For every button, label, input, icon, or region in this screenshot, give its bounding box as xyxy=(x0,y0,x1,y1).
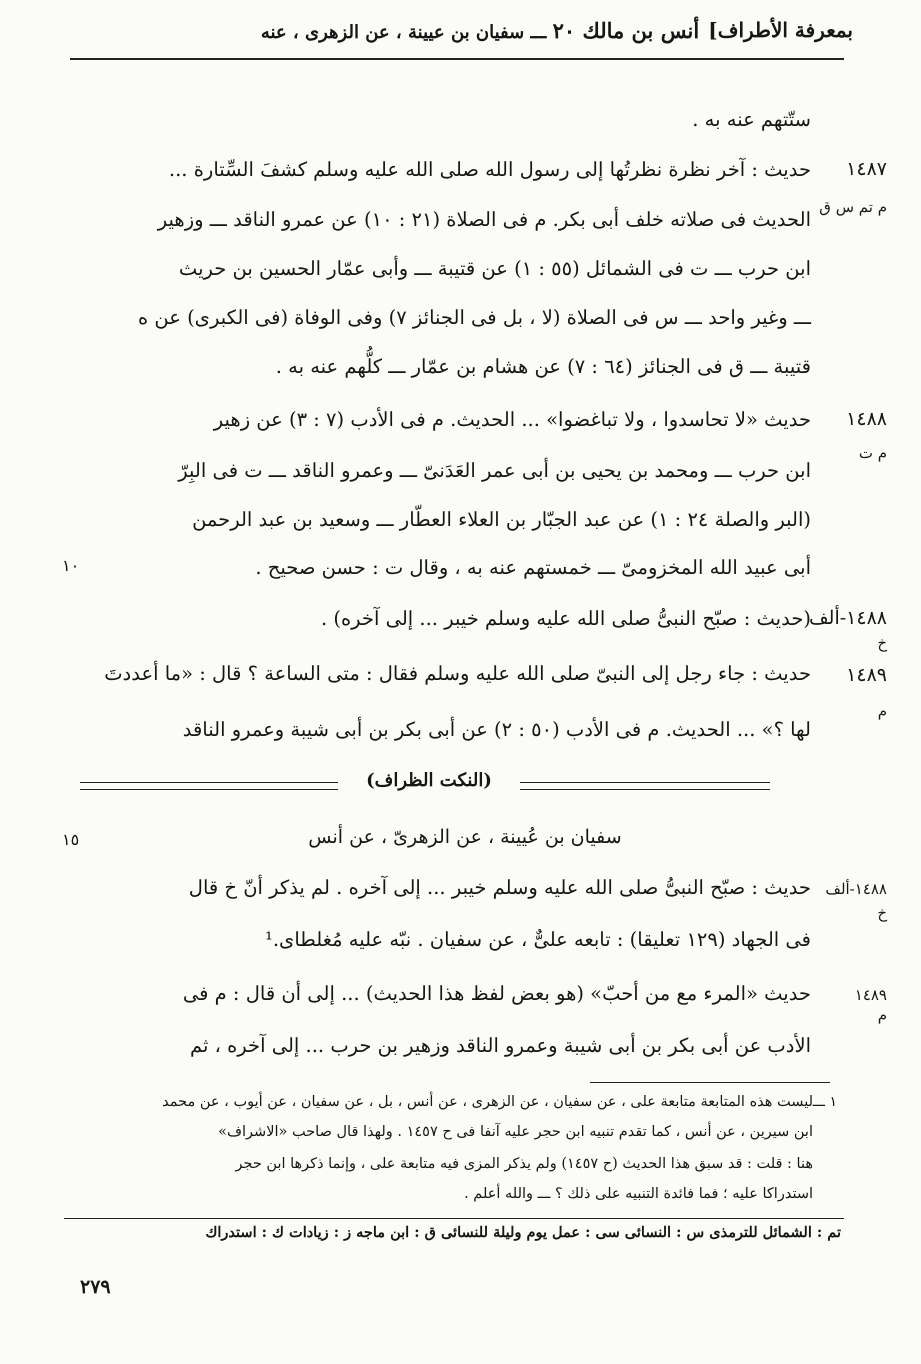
footnote-line-1: ليست هذه المتابعة متابعة على ، عن سفيان ، عن الزهرى ، عن أنس ، بل ، عن سفيان ، عن أيوب ، عن محمد xyxy=(162,1094,813,1110)
body-line-7: حديث «لا تحاسدوا ، ولا تباغضوا» ... الحديث. م فى الأدب (٧ : ٣) عن زهير xyxy=(213,408,811,431)
nukat-line-4: الأدب عن أبى بكر بن أبى شيبة وعمرو الناقد وزهير بن حرب ... إلى آخره ، ثم xyxy=(189,1034,811,1057)
entry-number: ١٤٨٨-ألف xyxy=(809,607,887,629)
body-line-3: الحديث فى صلاته خلف أبى بكر. م فى الصلاة (٢١ : ١٠) عن عمرو الناقد ـــ وزهير xyxy=(157,208,811,231)
footnote-line-4: استدراكا عليه ؛ فما فائدة التنبيه على ذلك ؟ ـــ والله أعلم . xyxy=(464,1186,813,1202)
section-subheading: سفيان بن عُيينة ، عن الزهرىّ ، عن أنس xyxy=(308,826,622,848)
abbreviation-legend: تم : الشمائل للترمذى س : النسائى سى : عمل يوم وليلة للنسائى ق : ابن ماجه ز : زيادات ك : استدراك xyxy=(205,1224,841,1241)
nukat-entry-sigla: خ xyxy=(877,904,887,922)
body-line-6: قتيبة ـــ ق فى الجنائز (٦٤ : ٧) عن هشام بن عمّار ـــ كلُّهم عنه به . xyxy=(275,355,811,378)
entry-sigla: م xyxy=(877,702,887,720)
entry-number: ١٤٨٨ xyxy=(846,408,887,430)
line-number-15: ١٥ xyxy=(62,830,80,849)
body-line-11: (حديث : صبّح النبىُّ صلى الله عليه وسلم خيبر ... إلى آخره) . xyxy=(320,607,811,630)
divider-rule-left xyxy=(80,782,338,790)
footnote-rule xyxy=(590,1082,830,1083)
body-line-8: ابن حرب ـــ ومحمد بن يحيى بن أبى عمر العَدَنىّ ـــ وعمرو الناقد ـــ ت فى البِرّ xyxy=(178,459,811,482)
body-line-13: لها ؟» ... الحديث. م فى الأدب (٥٠ : ٢) عن أبى بكر بن أبى شيبة وعمرو الناقد xyxy=(182,718,811,741)
divider-rule-right xyxy=(520,782,770,790)
body-line-9: (البر والصلة ٢٤ : ١) عن عبد الجبّار بن العلاء العطّار ـــ وسعيد بن عبد الرحمن xyxy=(192,508,811,531)
entry-sigla: خ xyxy=(877,634,887,652)
nukat-entry-sigla: م xyxy=(877,1006,887,1024)
section-title: (النكت الظراف) xyxy=(366,770,492,791)
body-line-4: ابن حرب ـــ ت فى الشمائل (٥٥ : ١) عن قتيبة ـــ وأبى عمّار الحسين بن حريث xyxy=(178,257,811,280)
body-line-5: ـــ وغير واحد ـــ س فى الصلاة (لا ، بل فى الجنائز ٧) وفى الوفاة (فى الكبرى) عن ه xyxy=(137,306,811,329)
body-line-1: ستّتهم عنه به . xyxy=(692,108,811,131)
nukat-line-1: حديث : صبّح النبىُّ صلى الله عليه وسلم خيبر ... إلى آخره . لم يذكر أنّ خ قال xyxy=(188,876,811,899)
body-line-2: حديث : آخر نظرة نظرتُها إلى رسول الله صلى الله عليه وسلم كشفَ السِّتارة ... xyxy=(168,158,811,181)
footnote-line-3: هنا : قلت : قد سبق هذا الحديث (ح ١٤٥٧) ولم يذكر المزى فيه متابعة على ، وإنما ذكرها ابن حجر xyxy=(235,1156,813,1172)
footnote-line-2: ابن سيرين ، عن أنس ، كما تقدم تنبيه ابن حجر عليه آنفا فى ح ١٤٥٧ . ولهذا قال صاحب «الاشراف» xyxy=(218,1124,813,1140)
nukat-entry-number: ١٤٨٨-ألف xyxy=(825,880,887,898)
running-header-title: أنس بن مالك ٢٠ xyxy=(552,18,700,43)
body-line-10: أبى عبيد الله المخزومىّ ـــ خمستهم عنه به ، وقال ت : حسن صحيح . xyxy=(255,556,811,579)
section-divider xyxy=(80,770,770,800)
running-header-center xyxy=(260,18,700,43)
page-number: ٢٧٩ xyxy=(80,1276,111,1298)
legend-rule xyxy=(64,1218,844,1219)
entry-sigla: م تم س ق xyxy=(819,198,887,216)
nukat-line-2: فى الجهاد (١٢٩ تعليقا) : تابعه علىٌّ ، عن سفيان . نبّه عليه مُغلطاى.¹ xyxy=(265,928,811,951)
entry-number: ١٤٨٧ xyxy=(846,158,887,180)
entry-sigla: م ت xyxy=(858,444,887,462)
header-rule xyxy=(70,58,844,60)
running-header-right: بمعرفة الأطراف] xyxy=(708,18,853,42)
footnote-marker: ١ ـــ xyxy=(812,1094,837,1110)
line-number-10: ١٠ xyxy=(62,556,80,575)
nukat-line-3: حديث «المرء مع من أحبّ» (هو بعض لفظ هذا الحديث) ... إلى أن قال : م فى xyxy=(182,982,811,1005)
running-header-subtitle: ـــ سفيان بن عيينة ، عن الزهرى ، عنه xyxy=(260,22,547,43)
nukat-entry-number: ١٤٨٩ xyxy=(854,986,887,1004)
body-line-12: حديث : جاء رجل إلى النبىّ صلى الله عليه وسلم فقال : متى الساعة ؟ قال : «ما أعددتَ xyxy=(104,662,811,685)
entry-number: ١٤٨٩ xyxy=(846,664,887,686)
